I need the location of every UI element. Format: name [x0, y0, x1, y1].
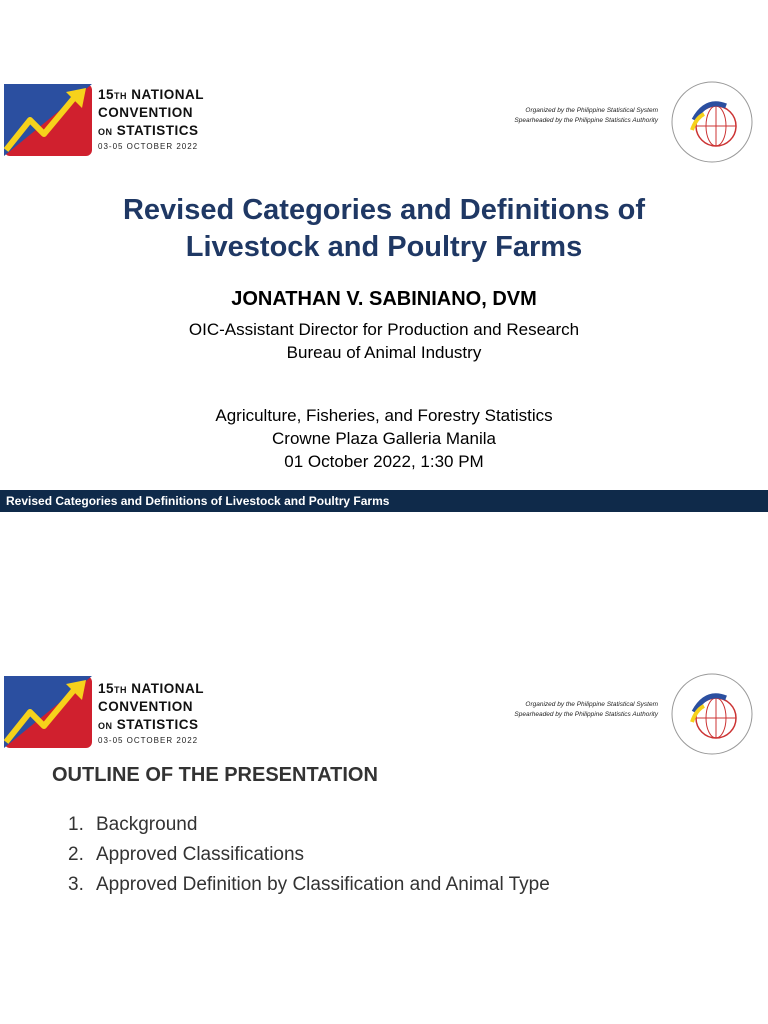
venue-name: Crowne Plaza Galleria Manila [272, 429, 496, 448]
convention-dates: 03-05 OCTOBER 2022 [98, 142, 199, 151]
convention-wordmark: 15TH NATIONAL CONVENTION $^{ON}$ STATISTICS 03-05 OCTOBER 2022 [98, 87, 205, 151]
outline-heading: OUTLINE OF THE PRESENTATION [52, 764, 378, 786]
outline-item: 2. Approved Classifications [68, 844, 305, 865]
convention-dates: 03-05 OCTOBER 2022 [98, 736, 199, 745]
footer-bar [0, 490, 768, 512]
outline-item: 1. Background [68, 814, 198, 835]
convention-logo-icon [4, 676, 92, 748]
presenter-name: JONATHAN V. SABINIANO, DVM [231, 288, 537, 310]
footer-title: Revised Categories and Definitions of Livestock and Poultry Farms [6, 494, 390, 508]
organizer-note: Organized by the Philippine Statistical System Spearheaded by the Philippine Statistics Authority [514, 701, 658, 718]
presenter-position: OIC-Assistant Director for Production and Research [188, 320, 580, 339]
presentation-title: Revised Categories and Definitions of Livestock and Poultry Farms [122, 194, 646, 263]
slide-gap [0, 512, 768, 640]
outline-item: 3. Approved Definition by Classification and Animal Type [68, 874, 550, 895]
outline-list [68, 810, 550, 900]
session-datetime: 01 October 2022, 1:30 PM [284, 452, 484, 471]
presenter-agency: Bureau of Animal Industry [286, 343, 482, 362]
outline-slide [0, 640, 768, 1024]
title-slide [0, 0, 768, 490]
psa-seal-icon [670, 80, 754, 164]
organizer-note: Organized by the Philippine Statistical System Spearheaded by the Philippine Statistics Authority [514, 107, 658, 124]
convention-wordmark: 15TH NATIONAL CONVENTION $^{ON}$ STATISTICS 03-05 OCTOBER 2022 [98, 681, 205, 745]
psa-seal-icon [670, 672, 754, 756]
session-name: Agriculture, Fisheries, and Forestry Statistics [215, 406, 553, 425]
convention-logo-icon [4, 84, 92, 156]
